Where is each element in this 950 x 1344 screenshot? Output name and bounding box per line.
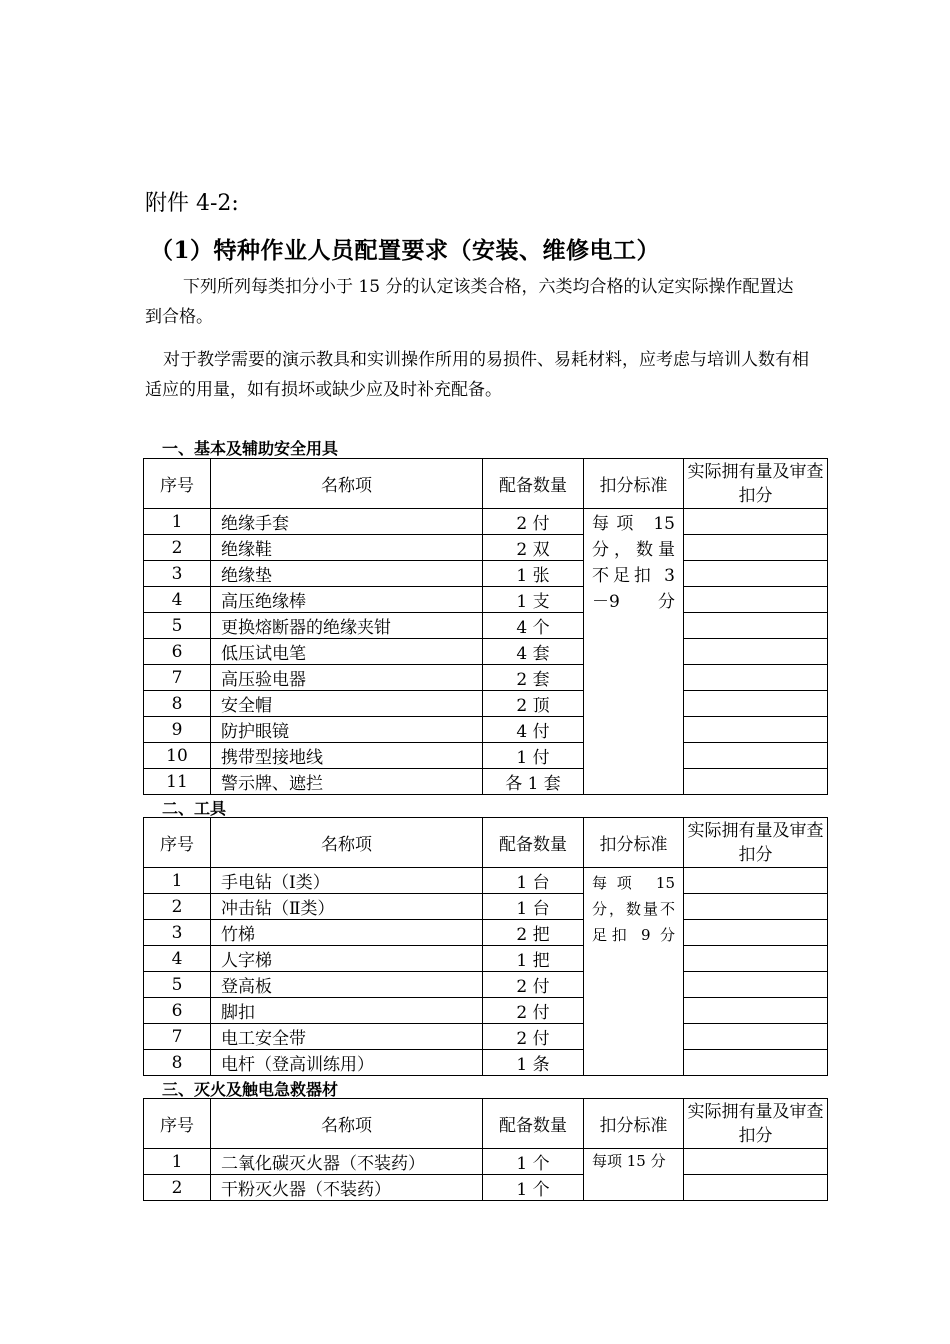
row-qty: 2 把 bbox=[483, 920, 584, 946]
row-qty: 1 支 bbox=[483, 587, 584, 613]
row-name: 登高板 bbox=[211, 972, 483, 998]
section-3-table bbox=[143, 1098, 828, 1201]
row-seq: 2 bbox=[144, 1175, 211, 1201]
row-actual bbox=[684, 509, 828, 535]
row-actual bbox=[684, 691, 828, 717]
row-seq: 3 bbox=[144, 920, 211, 946]
row-actual bbox=[684, 561, 828, 587]
row-name: 冲击钻（Ⅱ类） bbox=[211, 894, 483, 920]
row-seq: 6 bbox=[144, 639, 211, 665]
row-name: 防护眼镜 bbox=[211, 717, 483, 743]
row-seq: 2 bbox=[144, 535, 211, 561]
row-actual bbox=[684, 1024, 828, 1050]
table-row bbox=[144, 743, 828, 769]
table-row bbox=[144, 946, 828, 972]
row-seq: 4 bbox=[144, 587, 211, 613]
row-name: 低压试电笔 bbox=[211, 639, 483, 665]
table-row bbox=[144, 868, 828, 894]
deduction-standard bbox=[584, 509, 684, 795]
row-qty: 1 条 bbox=[483, 1050, 584, 1076]
row-name: 手电钻（Ⅰ类） bbox=[211, 868, 483, 894]
row-name: 竹梯 bbox=[211, 920, 483, 946]
row-name: 干粉灭火器（不装药） bbox=[211, 1175, 483, 1201]
row-qty: 1 个 bbox=[483, 1175, 584, 1201]
row-name: 绝缘鞋 bbox=[211, 535, 483, 561]
header-actual: 实际拥有量及审查扣分 bbox=[684, 818, 828, 868]
row-qty: 4 个 bbox=[483, 613, 584, 639]
deduction-standard bbox=[584, 1149, 684, 1201]
row-qty: 2 付 bbox=[483, 998, 584, 1024]
row-seq: 1 bbox=[144, 868, 211, 894]
row-seq: 9 bbox=[144, 717, 211, 743]
table-row bbox=[144, 1050, 828, 1076]
row-qty: 2 付 bbox=[483, 972, 584, 998]
row-name: 高压绝缘棒 bbox=[211, 587, 483, 613]
row-name: 电杆（登高训练用） bbox=[211, 1050, 483, 1076]
header-seq: 序号 bbox=[144, 818, 211, 868]
section-1-title: 一、基本及辅助安全用具 bbox=[162, 439, 339, 458]
table-row bbox=[144, 998, 828, 1024]
row-seq: 10 bbox=[144, 743, 211, 769]
table-row bbox=[144, 1175, 828, 1201]
table-row bbox=[144, 587, 828, 613]
row-seq: 7 bbox=[144, 1024, 211, 1050]
row-actual bbox=[684, 613, 828, 639]
header-qty: 配备数量 bbox=[483, 1099, 584, 1149]
header-actual: 实际拥有量及审查扣分 bbox=[684, 1099, 828, 1149]
table-header-row bbox=[144, 459, 828, 509]
row-name: 绝缘垫 bbox=[211, 561, 483, 587]
row-actual bbox=[684, 972, 828, 998]
row-name: 脚扣 bbox=[211, 998, 483, 1024]
table-header-row bbox=[144, 1099, 828, 1149]
page-title: （1）特种作业人员配置要求（安装、维修电工） bbox=[150, 237, 661, 264]
row-name: 二氧化碳灭火器（不装药） bbox=[211, 1149, 483, 1175]
row-name: 电工安全带 bbox=[211, 1024, 483, 1050]
row-actual bbox=[684, 769, 828, 795]
table-row bbox=[144, 894, 828, 920]
table-row bbox=[144, 691, 828, 717]
table-row bbox=[144, 561, 828, 587]
row-actual bbox=[684, 717, 828, 743]
row-actual bbox=[684, 665, 828, 691]
row-seq: 4 bbox=[144, 946, 211, 972]
attachment-label: 附件 4-2: bbox=[145, 191, 239, 216]
row-qty: 4 套 bbox=[483, 639, 584, 665]
header-qty: 配备数量 bbox=[483, 459, 584, 509]
intro-paragraph-1: 下列所列每类扣分小于 15 分的认定该类合格，六类均合格的认定实际操作配置达到合格。 bbox=[145, 277, 794, 327]
intro-paragraph-2: 对于教学需要的演示教具和实训操作所用的易损件、易耗材料，应考虑与培训人数有相适应的用量，如有损坏或缺少应及时补充配备。 bbox=[145, 350, 809, 400]
section-1-table bbox=[143, 458, 828, 795]
deduction-standard-text: 每项 15 分 bbox=[592, 1152, 666, 1170]
row-name: 安全帽 bbox=[211, 691, 483, 717]
row-seq: 7 bbox=[144, 665, 211, 691]
deduction-standard bbox=[584, 868, 684, 1076]
section-2-table bbox=[143, 817, 828, 1076]
row-actual bbox=[684, 920, 828, 946]
header-standard: 扣分标准 bbox=[584, 818, 684, 868]
deduction-standard-text: 每项 15 分，数量不足扣 3－9 分 bbox=[592, 514, 675, 612]
table-row bbox=[144, 535, 828, 561]
row-actual bbox=[684, 535, 828, 561]
row-qty: 1 台 bbox=[483, 868, 584, 894]
row-seq: 3 bbox=[144, 561, 211, 587]
table-row bbox=[144, 639, 828, 665]
row-actual bbox=[684, 1175, 828, 1201]
row-seq: 5 bbox=[144, 972, 211, 998]
header-name: 名称项 bbox=[211, 818, 483, 868]
header-name: 名称项 bbox=[211, 459, 483, 509]
row-seq: 6 bbox=[144, 998, 211, 1024]
row-qty: 1 个 bbox=[483, 1149, 584, 1175]
table-row bbox=[144, 769, 828, 795]
row-qty: 4 付 bbox=[483, 717, 584, 743]
row-qty: 1 付 bbox=[483, 743, 584, 769]
row-qty: 2 付 bbox=[483, 1024, 584, 1050]
row-name: 高压验电器 bbox=[211, 665, 483, 691]
row-seq: 2 bbox=[144, 894, 211, 920]
row-qty: 2 付 bbox=[483, 509, 584, 535]
header-seq: 序号 bbox=[144, 459, 211, 509]
row-name: 绝缘手套 bbox=[211, 509, 483, 535]
table-row bbox=[144, 972, 828, 998]
row-seq: 1 bbox=[144, 1149, 211, 1175]
row-qty: 各 1 套 bbox=[483, 769, 584, 795]
row-qty: 1 把 bbox=[483, 946, 584, 972]
header-qty: 配备数量 bbox=[483, 818, 584, 868]
row-actual bbox=[684, 998, 828, 1024]
row-actual bbox=[684, 868, 828, 894]
table-row bbox=[144, 1024, 828, 1050]
header-name: 名称项 bbox=[211, 1099, 483, 1149]
table-header-row bbox=[144, 818, 828, 868]
table-row bbox=[144, 920, 828, 946]
row-seq: 8 bbox=[144, 1050, 211, 1076]
row-qty: 2 顶 bbox=[483, 691, 584, 717]
row-actual bbox=[684, 587, 828, 613]
row-actual bbox=[684, 1050, 828, 1076]
table-row bbox=[144, 613, 828, 639]
row-qty: 2 套 bbox=[483, 665, 584, 691]
header-seq: 序号 bbox=[144, 1099, 211, 1149]
header-standard: 扣分标准 bbox=[584, 459, 684, 509]
row-actual bbox=[684, 639, 828, 665]
row-qty: 2 双 bbox=[483, 535, 584, 561]
row-name: 警示牌、遮拦 bbox=[211, 769, 483, 795]
row-seq: 8 bbox=[144, 691, 211, 717]
table-row bbox=[144, 665, 828, 691]
section-2-title: 二、工具 bbox=[162, 799, 227, 818]
row-name: 携带型接地线 bbox=[211, 743, 483, 769]
header-standard: 扣分标准 bbox=[584, 1099, 684, 1149]
row-name: 更换熔断器的绝缘夹钳 bbox=[211, 613, 483, 639]
row-name: 人字梯 bbox=[211, 946, 483, 972]
row-seq: 5 bbox=[144, 613, 211, 639]
deduction-standard-text: 每项 15 分，数量不足扣 9 分 bbox=[592, 874, 675, 944]
row-actual bbox=[684, 1149, 828, 1175]
row-actual bbox=[684, 743, 828, 769]
row-seq: 1 bbox=[144, 509, 211, 535]
table-row bbox=[144, 1149, 828, 1175]
section-3-title: 三、灭火及触电急救器材 bbox=[162, 1080, 339, 1099]
row-actual bbox=[684, 946, 828, 972]
row-qty: 1 台 bbox=[483, 894, 584, 920]
table-row bbox=[144, 509, 828, 535]
row-actual bbox=[684, 894, 828, 920]
header-actual: 实际拥有量及审查扣分 bbox=[684, 459, 828, 509]
row-seq: 11 bbox=[144, 769, 211, 795]
table-row bbox=[144, 717, 828, 743]
row-qty: 1 张 bbox=[483, 561, 584, 587]
